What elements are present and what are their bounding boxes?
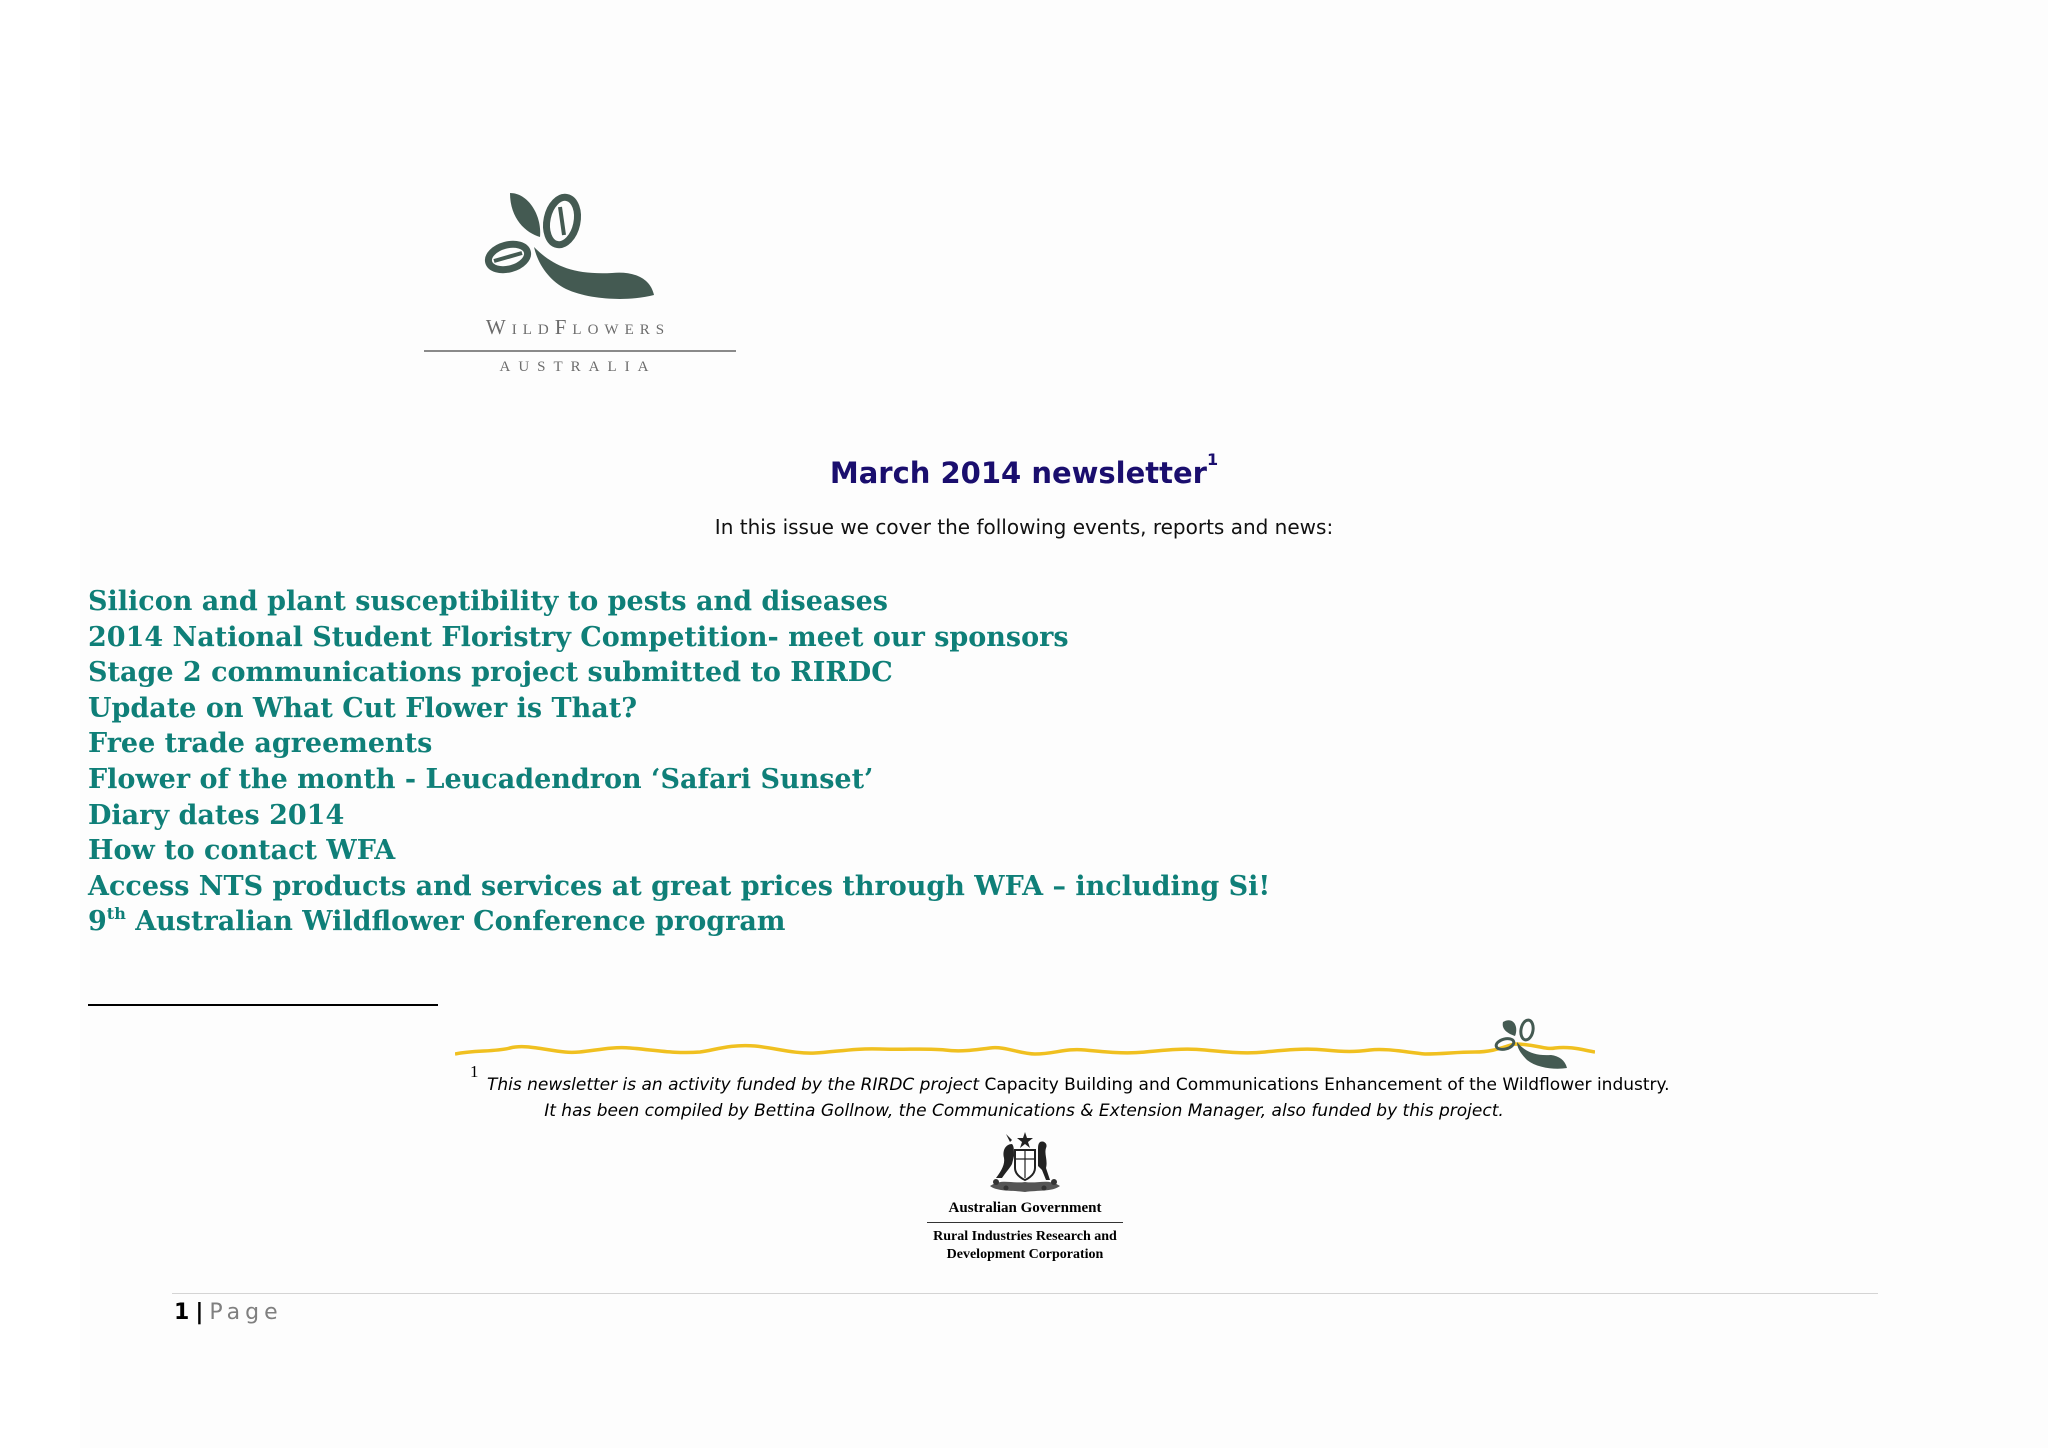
leaf-logo-icon [482,185,672,303]
footer-divider [172,1293,1878,1294]
agency-name [900,1228,1150,1264]
footnote-marker: 1 [470,1062,479,1081]
logo-wordmark: WILDFLOWERS [485,315,671,339]
footnote-line-1 [487,1075,1670,1095]
topic-item[interactable]: Access NTS products and services at great prices through WFA – including Si! [88,870,1271,902]
topic-item[interactable]: Update on What Cut Flower is That? [88,692,638,724]
topic-item-text: Australian Wildflower Conference program [125,906,786,938]
agency-name-line-1: Rural Industries Research and [933,1229,1117,1244]
topic-item[interactable]: Free trade agreements [88,728,433,760]
page-number-footer [174,1300,283,1325]
government-divider [927,1222,1123,1223]
footnote-funding-text: This newsletter is an activity funded by the RIRDC project [487,1075,985,1095]
title-footnote-marker[interactable]: 1 [1207,450,1219,469]
page-label: Page [209,1300,283,1325]
footer-banner [455,1014,1595,1070]
page-separator: | [195,1300,204,1325]
topic-item[interactable]: Silicon and plant susceptibility to pests and diseases [88,586,888,617]
newsletter-title-text: March 2014 newsletter [829,456,1207,490]
topic-item[interactable] [88,904,1270,940]
australian-government-logo [900,1130,1150,1270]
footnote-project-name: Capacity Building and Communications Enhancement of the Wildflower industry. [984,1075,1670,1095]
topic-ordinal-number: 9 [88,906,107,938]
government-name: Australian Government [948,1200,1102,1216]
topic-item[interactable]: How to contact WFA [88,835,396,867]
logo-subtitle: AUSTRALIA [499,359,657,375]
wildflowers-australia-logo [420,185,740,385]
topic-item[interactable]: Flower of the month - Leucadendron ‘Safari Sunset’ [88,763,874,795]
topic-item[interactable]: 2014 National Student Floristry Competition- meet our sponsors [88,621,1069,653]
agency-name-line-2: Development Corporation [946,1247,1104,1262]
topic-ordinal-suffix: th [106,904,126,924]
footnote-separator [88,1004,438,1006]
topic-list [88,584,1270,940]
page-number: 1 [174,1300,190,1325]
topic-item[interactable]: Diary dates 2014 [88,799,345,831]
newsletter-intro: In this issue we cover the following events, reports and news: [714,515,1334,539]
footnote-line-2: It has been compiled by Bettina Gollnow, the Communications & Extension Manager, also funded by this project. [544,1101,1504,1121]
newsletter-title [0,450,2048,490]
logo-divider [424,350,736,352]
topic-item[interactable]: Stage 2 communications project submitted to RIRDC [88,657,893,689]
coat-of-arms-icon [982,1130,1068,1196]
